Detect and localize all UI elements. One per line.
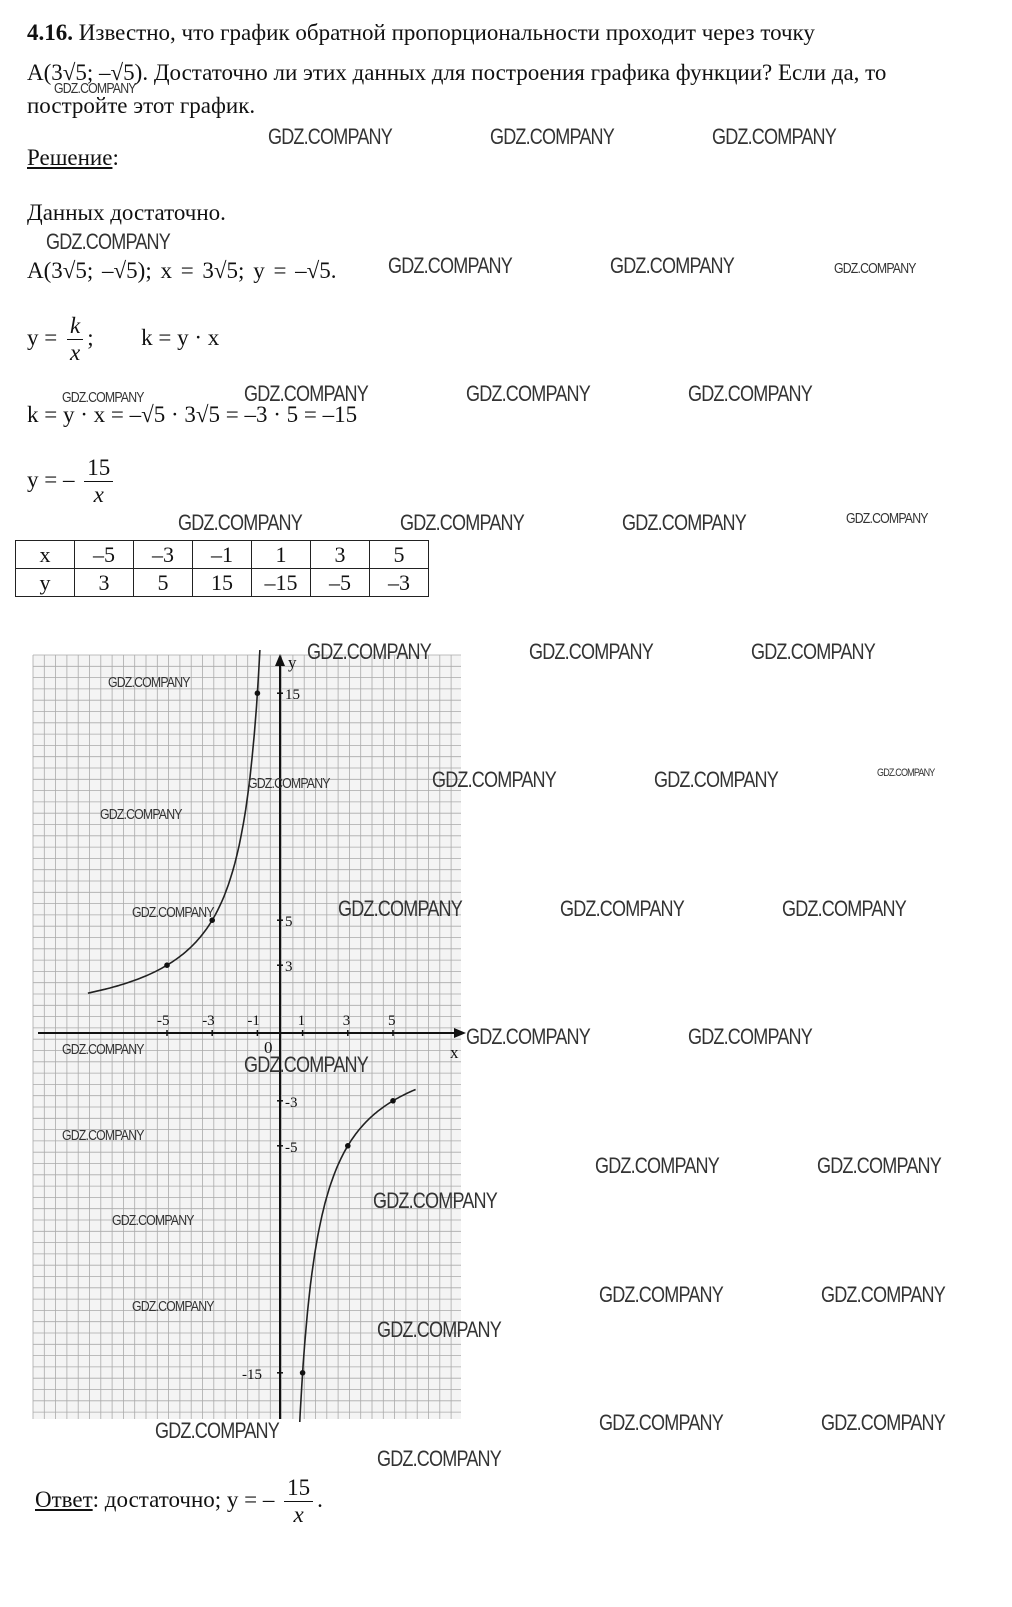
answer-text: : достаточно; y = –	[92, 1487, 275, 1513]
watermark: GDZ.COMPANY	[54, 80, 136, 97]
answer-denominator: x	[293, 1502, 304, 1528]
solution-heading-label: Решение	[27, 145, 113, 170]
watermark: GDZ.COMPANY	[62, 1127, 144, 1144]
watermark: GDZ.COMPANY	[529, 639, 653, 664]
watermark: GDZ.COMPANY	[782, 896, 906, 921]
answer-line	[35, 1475, 323, 1529]
table-cell: –5	[311, 569, 370, 597]
watermark: GDZ.COMPANY	[877, 767, 935, 779]
watermark: GDZ.COMPANY	[244, 381, 368, 406]
watermark: GDZ.COMPANY	[817, 1153, 941, 1178]
watermark: GDZ.COMPANY	[132, 904, 214, 921]
formula-line	[27, 313, 219, 367]
watermark: GDZ.COMPANY	[388, 253, 512, 278]
formula-lhs: y =	[27, 325, 58, 351]
table-cell: 1	[252, 541, 311, 569]
watermark: GDZ.COMPANY	[100, 806, 182, 823]
table-cell: –1	[193, 541, 252, 569]
formula-k: k = y · x	[141, 325, 220, 351]
y-tick-label: 3	[285, 959, 293, 976]
result-formula	[27, 455, 117, 509]
watermark: GDZ.COMPANY	[400, 510, 524, 535]
watermark: GDZ.COMPANY	[595, 1153, 719, 1178]
watermark: GDZ.COMPANY	[338, 896, 462, 921]
table-cell: 3	[75, 569, 134, 597]
table-cell: 3	[311, 541, 370, 569]
y-axis-label: y	[288, 653, 297, 672]
y-tick-label: -3	[285, 1094, 298, 1111]
result-fraction	[84, 455, 113, 509]
watermark: GDZ.COMPANY	[610, 253, 734, 278]
y-tick-label: -15	[242, 1366, 262, 1383]
problem-number: 4.16.	[27, 20, 73, 45]
table-header-y: y	[16, 569, 75, 597]
y-tick-label: 15	[285, 687, 300, 704]
answer-numerator: 15	[284, 1475, 313, 1502]
problem-line-3: постройте этот график.	[27, 93, 256, 118]
answer-end: .	[317, 1487, 323, 1513]
watermark: GDZ.COMPANY	[112, 1212, 194, 1229]
formula-separator: ;	[87, 325, 94, 351]
x-axis-label: x	[450, 1043, 459, 1062]
watermark: GDZ.COMPANY	[688, 1024, 812, 1049]
watermark: GDZ.COMPANY	[62, 389, 144, 406]
origin-label: 0	[264, 1038, 273, 1057]
watermark: GDZ.COMPANY	[654, 767, 778, 792]
table-cell: –3	[370, 569, 429, 597]
table-cell: 5	[370, 541, 429, 569]
data-point	[164, 962, 170, 968]
watermark: GDZ.COMPANY	[377, 1317, 501, 1342]
x-tick-label: 1	[297, 1013, 306, 1029]
data-point	[255, 690, 261, 696]
problem-text-1: Известно, что график обратной пропорциональности проходит через точку	[78, 20, 815, 45]
result-numerator: 15	[84, 455, 113, 482]
watermark: GDZ.COMPANY	[432, 767, 556, 792]
values-table	[15, 540, 429, 597]
watermark: GDZ.COMPANY	[466, 1024, 590, 1049]
table-cell: –3	[134, 541, 193, 569]
k-calculation: k = y · x = –√5 · 3√5 = –3 · 5 = –15	[27, 402, 358, 427]
data-point	[300, 1370, 306, 1376]
watermark: GDZ.COMPANY	[178, 510, 302, 535]
watermark: GDZ.COMPANY	[490, 124, 614, 149]
y-tick-label: 5	[285, 914, 293, 931]
watermark: GDZ.COMPANY	[377, 1446, 501, 1471]
watermark: GDZ.COMPANY	[155, 1418, 279, 1443]
table-cell: 15	[193, 569, 252, 597]
result-denominator: x	[93, 482, 104, 508]
answer-label: Ответ	[35, 1487, 93, 1513]
solution-heading-colon: :	[112, 145, 119, 170]
answer-fraction	[284, 1475, 313, 1529]
formula-denominator: x	[69, 340, 81, 366]
watermark: GDZ.COMPANY	[712, 124, 836, 149]
watermark: GDZ.COMPANY	[846, 510, 928, 527]
watermark: GDZ.COMPANY	[108, 674, 190, 691]
data-point	[345, 1143, 351, 1149]
watermark: GDZ.COMPANY	[268, 124, 392, 149]
watermark: GDZ.COMPANY	[751, 639, 875, 664]
problem-line-2: A(3√5; –√5). Достаточно ли этих данных для построения графика функции? Если да, то	[27, 60, 887, 85]
table-row-x	[16, 541, 429, 569]
watermark: GDZ.COMPANY	[622, 510, 746, 535]
watermark: GDZ.COMPANY	[248, 775, 330, 792]
x-tick-label: -5	[157, 1013, 170, 1029]
watermark: GDZ.COMPANY	[62, 1041, 144, 1058]
point-line: A(3√5; –√5); x = 3√5; y = –√5.	[27, 258, 337, 283]
table-cell: –5	[75, 541, 134, 569]
x-tick-label: -3	[202, 1013, 215, 1029]
result-lhs: y = –	[27, 467, 75, 493]
watermark: GDZ.COMPANY	[688, 381, 812, 406]
x-tick-label: -1	[247, 1013, 260, 1029]
problem-line-1	[27, 20, 815, 46]
table-cell: 5	[134, 569, 193, 597]
hyperbola-graph	[30, 650, 470, 1422]
x-tick-label: 5	[388, 1013, 396, 1029]
watermark: GDZ.COMPANY	[132, 1298, 214, 1315]
watermark: GDZ.COMPANY	[834, 260, 916, 277]
watermark: GDZ.COMPANY	[307, 639, 431, 664]
data-point	[390, 1098, 396, 1104]
watermark: GDZ.COMPANY	[244, 1052, 368, 1077]
watermark: GDZ.COMPANY	[599, 1282, 723, 1307]
watermark: GDZ.COMPANY	[821, 1410, 945, 1435]
formula-fraction	[67, 313, 83, 367]
solution-heading	[27, 145, 119, 171]
table-header-x: x	[16, 541, 75, 569]
table-cell: –15	[252, 569, 311, 597]
watermark: GDZ.COMPANY	[466, 381, 590, 406]
watermark: GDZ.COMPANY	[560, 896, 684, 921]
watermark: GDZ.COMPANY	[373, 1188, 497, 1213]
watermark: GDZ.COMPANY	[46, 229, 170, 254]
watermark: GDZ.COMPANY	[821, 1282, 945, 1307]
formula-numerator: k	[67, 313, 83, 340]
solution-statement: Данных достаточно.	[27, 200, 226, 225]
table-row-y	[16, 569, 429, 597]
grid-background	[33, 655, 461, 1419]
y-tick-label: -5	[285, 1139, 298, 1156]
x-tick-label: 3	[342, 1013, 351, 1029]
watermark: GDZ.COMPANY	[599, 1410, 723, 1435]
